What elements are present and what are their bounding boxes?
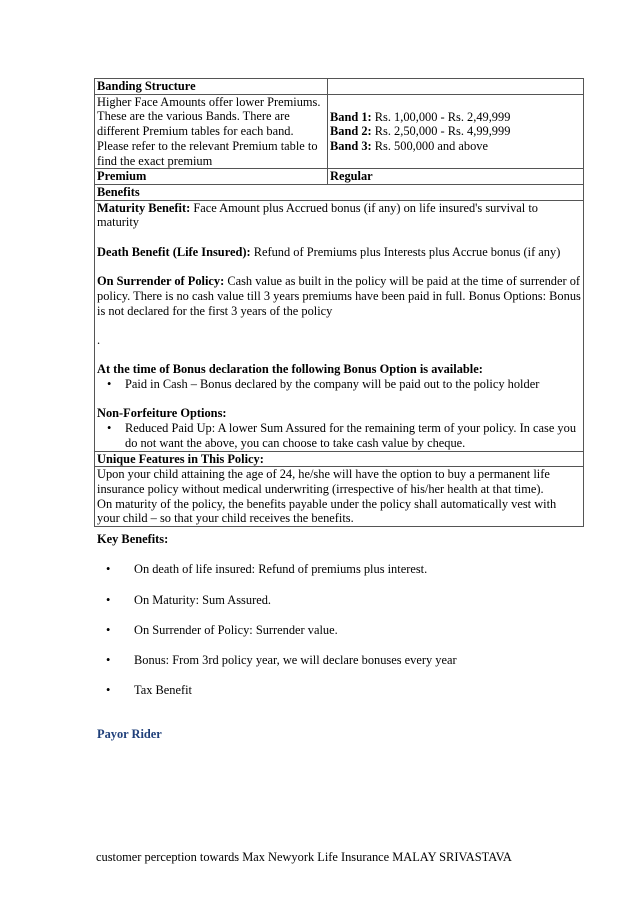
banding-description: Higher Face Amounts offer lower Premiums. These are the various Bands. There are different Premium tables for each band. Please refer to the relevant Premium table to find the exact premium <box>95 95 328 169</box>
bullet-icon: • <box>106 683 111 697</box>
bullet-icon: • <box>106 623 111 637</box>
band-3: Band 3: Rs. 500,000 and above <box>330 139 488 154</box>
unique-header-row <box>95 452 583 468</box>
banding-row <box>95 95 583 170</box>
band-list <box>328 95 583 169</box>
bonus-option-header: At the time of Bonus declaration the following Bonus Option is available: <box>97 362 483 377</box>
unique-row <box>95 467 583 527</box>
unique-text-2: On maturity of the policy, the benefits payable under the policy shall automatically vest with your child – so that your child receives the benefits. <box>97 496 557 526</box>
bullet-icon: • <box>106 562 111 576</box>
bullet-icon: • <box>107 377 112 391</box>
bullet-icon: • <box>107 421 112 436</box>
surrender-benefit: On Surrender of Policy: Cash value as built in the policy will be paid at the time of surrender of policy. There is no cash value till 3 years premiums have been paid in full. Bonus Options: Bonus is not declared for the first 3 years of the policy <box>97 274 581 318</box>
key-benefit-item: • On Maturity: Sum Assured. <box>106 593 271 607</box>
page-footer: customer perception towards Max Newyork Life Insurance MALAY SRIVASTAVA <box>96 850 512 864</box>
banding-header-empty <box>328 79 583 94</box>
premium-label: Premium <box>95 169 328 184</box>
benefits-header: Benefits <box>97 184 140 199</box>
benefits-content <box>95 201 583 451</box>
band-2: Band 2: Rs. 2,50,000 - Rs. 4,99,999 <box>330 124 511 139</box>
band-1: Band 1: Rs. 1,00,000 - Rs. 2,49,999 <box>330 109 511 124</box>
bullet-icon: • <box>106 593 111 607</box>
benefits-row <box>95 201 583 452</box>
key-benefit-item: • On Surrender of Policy: Surrender value. <box>106 623 338 637</box>
death-benefit: Death Benefit (Life Insured): Refund of Premiums plus Interests plus Accrue bonus (if any) <box>97 244 561 259</box>
unique-text-1: Upon your child attaining the age of 24, he/she will have the option to buy a permanent life insurance policy without medical underwriting (irrespective of his/her health at that time). <box>97 467 550 496</box>
premium-row <box>95 169 583 185</box>
banding-header: Banding Structure <box>95 79 328 94</box>
unique-header: Unique Features in This Policy: <box>97 451 264 466</box>
key-benefit-item: • Tax Benefit <box>106 683 192 697</box>
benefits-header-row <box>95 185 583 201</box>
key-benefits-title: Key Benefits: <box>97 532 169 546</box>
maturity-benefit: Maturity Benefit: Face Amount plus Accrued bonus (if any) on life insured's survival to maturity <box>97 200 538 230</box>
key-benefit-item: • Bonus: From 3rd policy year, we will declare bonuses every year <box>106 653 457 667</box>
policy-table <box>94 78 584 527</box>
nonforfeiture-item: • Reduced Paid Up: A lower Sum Assured for the remaining term of your policy. In case you do not want the above, you can choose to take cash value by cheque. <box>107 421 577 450</box>
key-benefits <box>97 532 577 697</box>
section-heading-payor-rider: Payor Rider <box>97 727 162 741</box>
unique-content <box>95 467 583 526</box>
bullet-icon: • <box>106 653 111 667</box>
bonus-option-item: • Paid in Cash – Bonus declared by the company will be paid out to the policy holder <box>107 377 540 391</box>
key-benefit-item: • On death of life insured: Refund of premiums plus interest. <box>106 562 428 576</box>
stray-dot: . <box>97 332 101 347</box>
nonforfeiture-header: Non-Forfeiture Options: <box>97 406 227 421</box>
banding-header-row <box>95 79 583 95</box>
premium-value: Regular <box>330 169 373 184</box>
